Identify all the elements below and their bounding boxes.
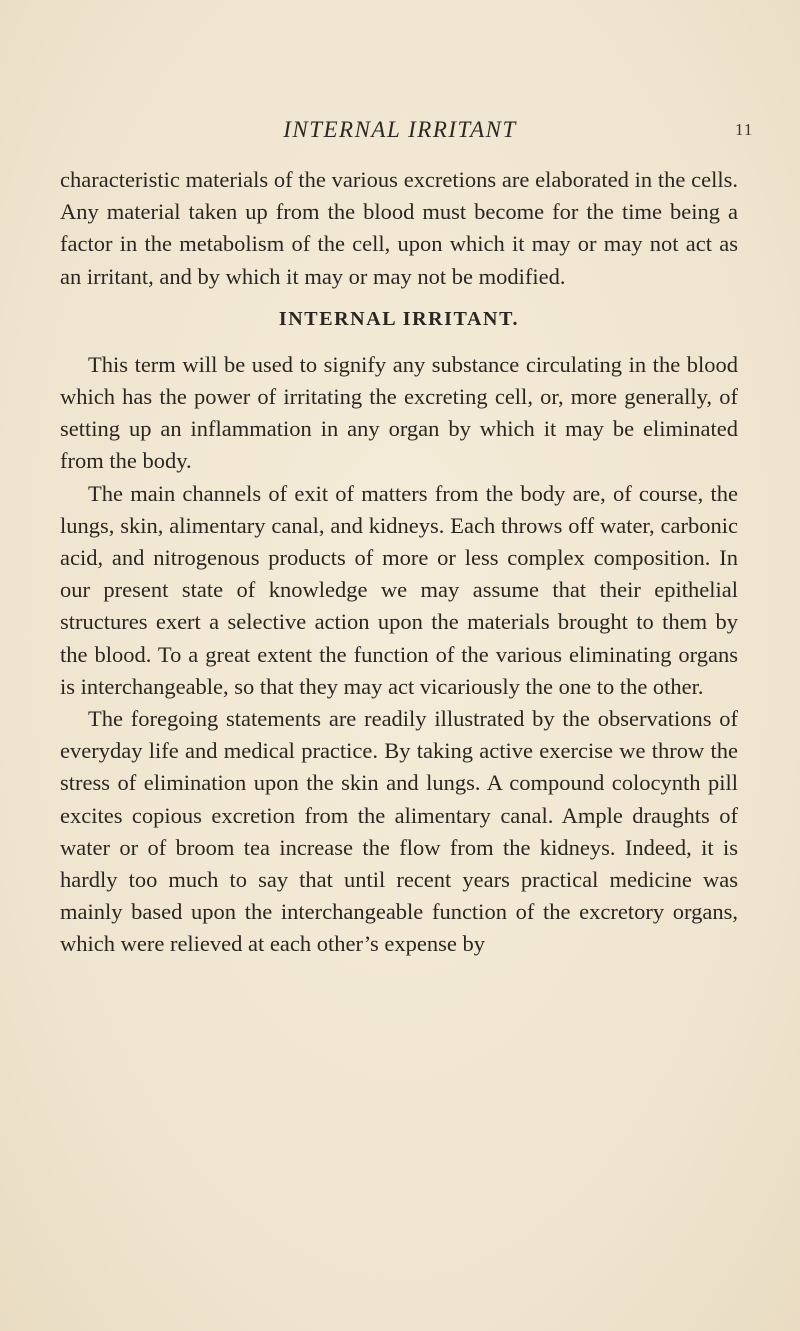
opening-paragraph: characteristic materials of the various excretions are elaborated in the cells. Any material taken up from the blood must become for the time being a factor in the metabolism of the cell, upon which it may or may not act as an irritant, and by which it may or may not be modified. — [60, 167, 738, 289]
paragraph-foregoing-statements: The foregoing statements are readily illustrated by the observations of everyday life and medical practice. By taking active exercise we throw the stress of elimination upon the skin and lungs. A compound colocynth pill excites copious excretion from the alimentary canal. Ample draughts of water or of broom tea increase the flow from the kidneys. Indeed, it is hardly too much to say that until recent years practical medicine was mainly based upon the interchangeable function of the excretory organs, which were relieved at each other’s expense by — [60, 706, 738, 957]
section-heading: INTERNAL IRRITANT. — [278, 307, 520, 330]
running-head — [0, 116, 800, 146]
body-text — [60, 164, 738, 961]
paragraph-definition: This term will be used to signify any substance circulating in the blood which has the power of irritating the excreting cell, or, more generally, of setting up an inflammation in any organ by which it may be eliminated from the body. — [60, 351, 738, 474]
running-title: INTERNAL IRRITANT — [283, 117, 517, 142]
page-number: 11 — [735, 120, 754, 139]
paragraph-channels-of-exit: The main channels of exit of matters from the body are, of course, the lungs, skin, alimentary canal, and kidneys. Each throws off water, carbonic acid, and nitrogenous products of more or less complex composition. In our present state of knowledge we may assume that their epithelial structures exert a selective action upon the materials brought to them by the blood. To a great extent the function of the various eliminating organs is interchangeable, so that they may act vicariously the one to the other. — [60, 480, 738, 699]
